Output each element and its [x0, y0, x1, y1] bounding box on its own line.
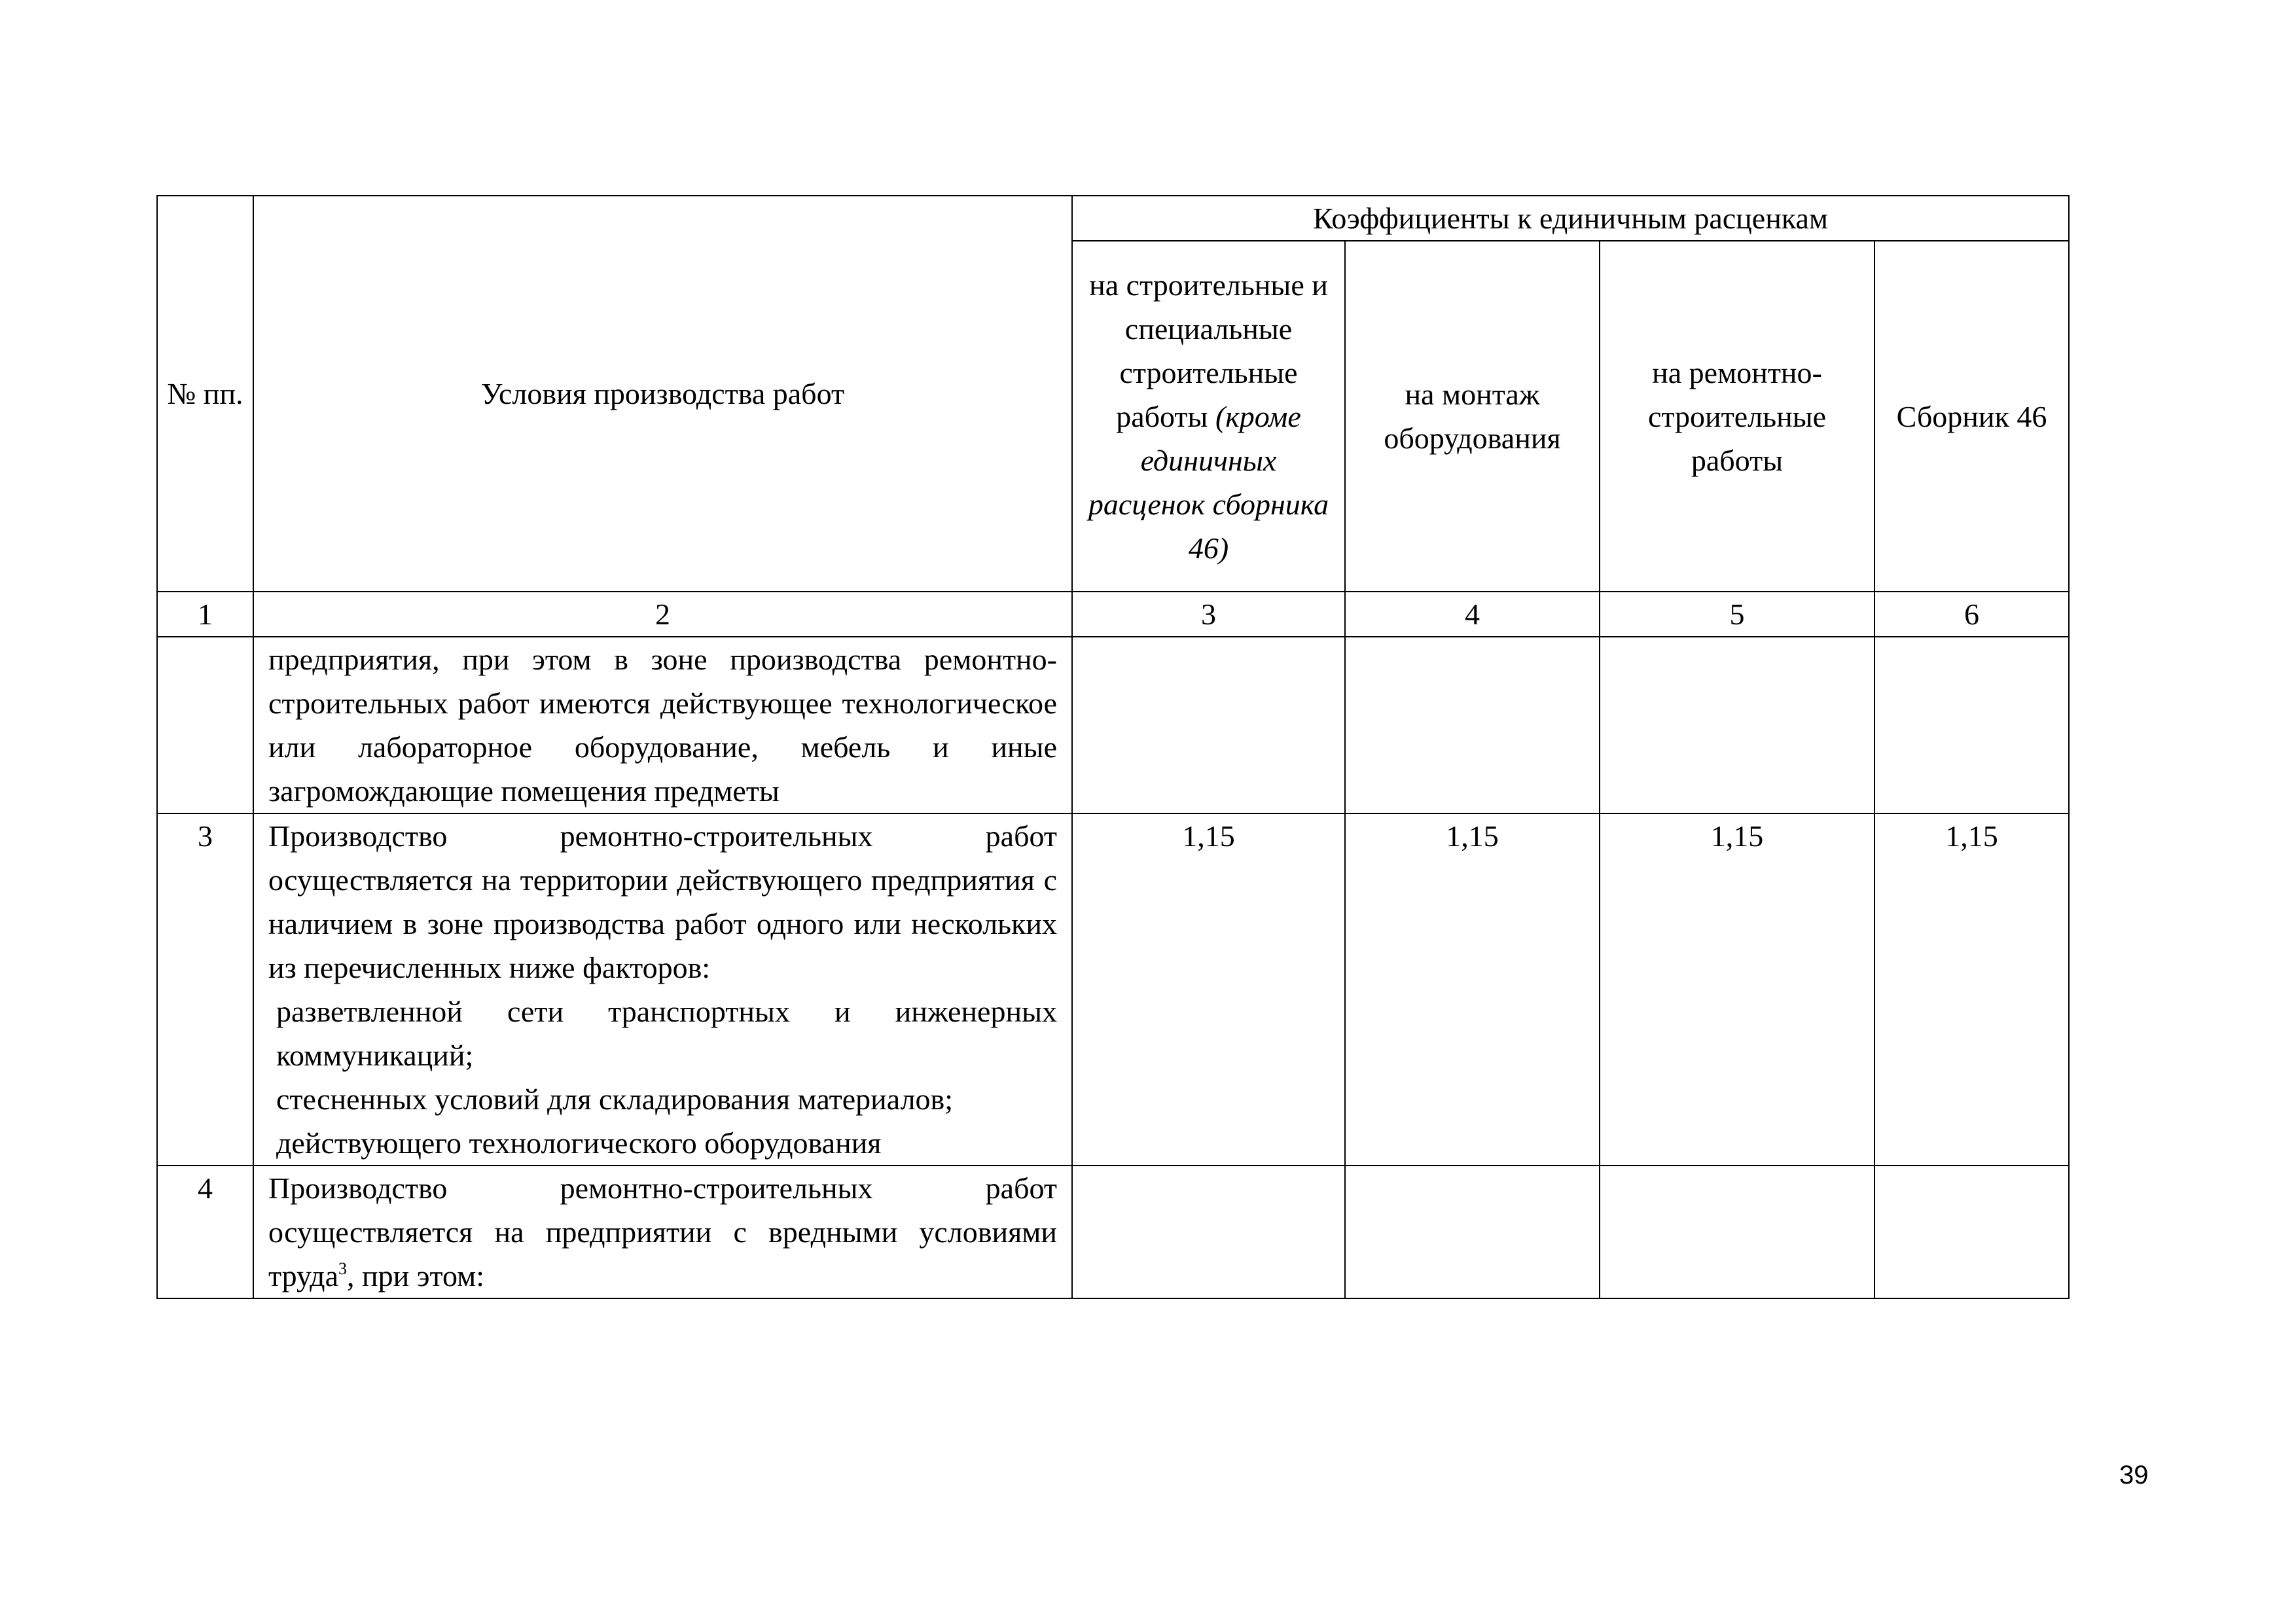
row-value-collection-46: [1874, 1166, 2069, 1298]
row-text-tail: , при этом:: [346, 1259, 484, 1293]
row-value-equipment: [1345, 1166, 1600, 1298]
table-row: [157, 813, 2069, 1166]
footnote-marker: 3: [338, 1259, 347, 1278]
header-conditions: Условия производства работ: [253, 196, 1072, 592]
header-construction-works: [1072, 241, 1345, 592]
row-value-construction: [1072, 1166, 1345, 1298]
row-factor-item: действующего технологического оборудования: [276, 1126, 882, 1160]
row-factor-item: разветвленной сети транспортных и инженерных коммуникаций;: [276, 995, 1057, 1072]
column-number: 4: [1345, 592, 1600, 637]
row-value-collection-46: 1,15: [1874, 813, 2069, 1166]
column-number: 5: [1600, 592, 1874, 637]
row-conditions: [253, 813, 1072, 1166]
header-coefficients-group: Коэффициенты к единичным расценкам: [1072, 196, 2069, 241]
row-value-equipment: [1345, 637, 1600, 813]
row-value-repair: 1,15: [1600, 813, 1874, 1166]
column-number-row: [157, 592, 2069, 637]
column-number: 6: [1874, 592, 2069, 637]
row-value-repair: [1600, 637, 1874, 813]
header-row-top: [157, 196, 2069, 241]
header-number: № пп.: [157, 196, 253, 592]
page-number: 39: [2119, 1461, 2149, 1489]
row-text: [268, 1166, 1057, 1298]
row-value-construction: 1,15: [1072, 813, 1345, 1166]
coefficients-table: [156, 195, 2070, 1299]
row-value-collection-46: [1874, 637, 2069, 813]
row-value-repair: [1600, 1166, 1874, 1298]
column-number: 2: [253, 592, 1072, 637]
row-value-equipment: 1,15: [1345, 813, 1600, 1166]
row-text-main: Производство ремонтно-строительных работ осуществляется на предприятии с вредными условиями труда: [268, 1171, 1057, 1293]
table-row: [157, 637, 2069, 813]
header-construction-note: (кроме единичных расценок сборника 46): [1088, 399, 1329, 565]
header-repair-works: на ремонтно-строительные работы: [1600, 241, 1874, 592]
header-equipment-installation: на монтаж оборудования: [1345, 241, 1600, 592]
header-construction-main: на строительные и специальные строительные работы: [1089, 268, 1328, 433]
column-number: 1: [157, 592, 253, 637]
row-value-construction: [1072, 637, 1345, 813]
row-text: предприятия, при этом в зоне производства ремонтно-строительных работ имеются действующее технологическое или лабораторное оборудование, мебель и иные загромождающие помещения предметы: [268, 643, 1057, 808]
row-factor-item: стесненных условий для складирования материалов;: [276, 1082, 954, 1116]
row-number: 3: [157, 813, 253, 1166]
row-number: 4: [157, 1166, 253, 1298]
header-collection-46: Сборник 46: [1874, 241, 2069, 592]
row-number: [157, 637, 253, 813]
row-conditions: [253, 1166, 1072, 1298]
row-conditions: [253, 637, 1072, 813]
table-row: [157, 1166, 2069, 1298]
column-number: 3: [1072, 592, 1345, 637]
row-text: Производство ремонтно-строительных работ осуществляется на территории действующего предприятия с наличием в зоне производства работ одного или нескольких из перечисленных ниже факторов:: [268, 819, 1057, 984]
